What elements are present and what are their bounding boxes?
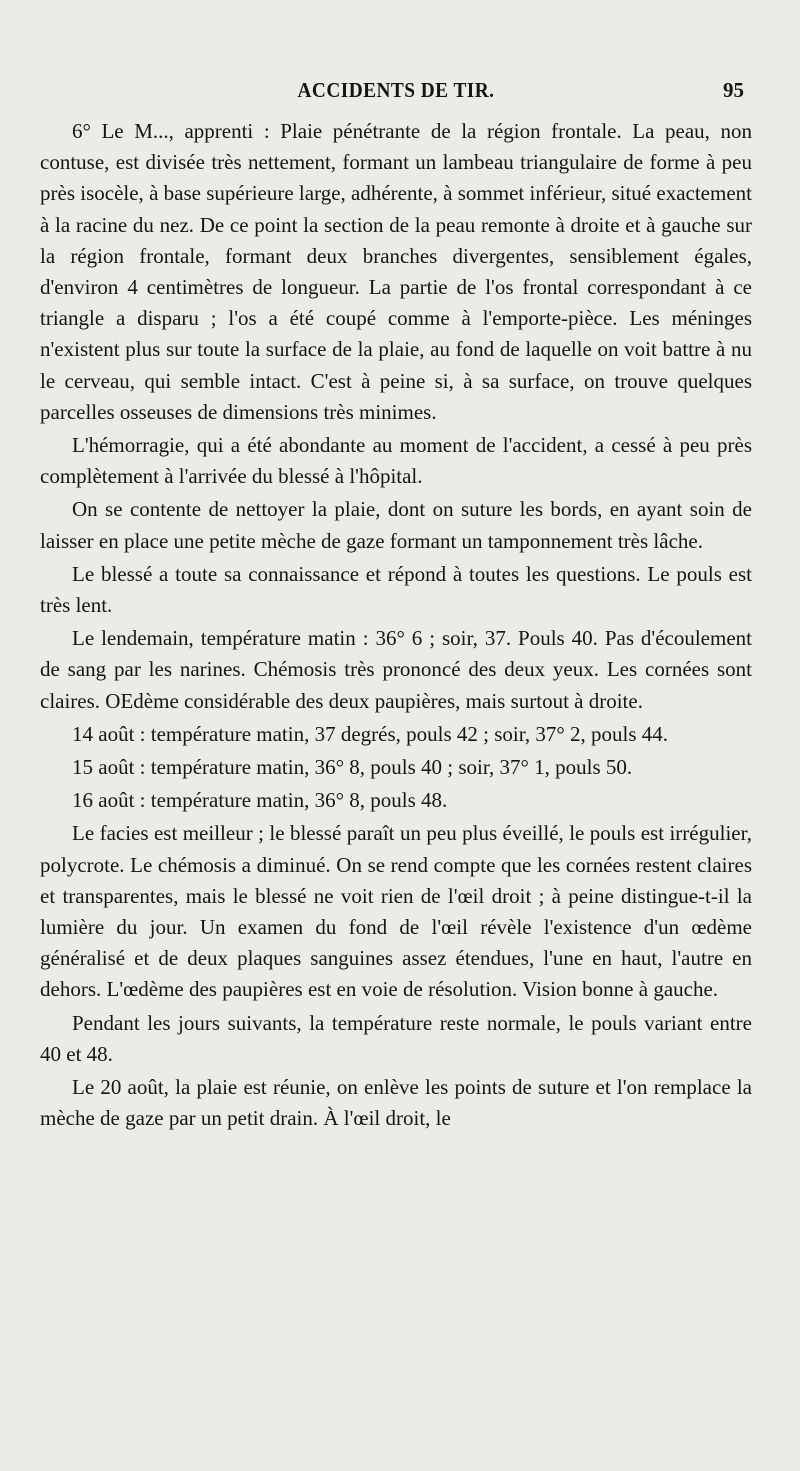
paragraph-next-day: Le lendemain, température matin : 36° 6 ; soir, 37. Pouls 40. Pas d'écoulement de sang par les narines. Chémosis très prononcé des deux yeux. Les cornées sont claires. OEdème considérable des deux paupières, mais surtout à droite. (40, 626, 752, 713)
paragraph-20-august: Le 20 août, la plaie est réunie, on enlève les points de suture et l'on remplace la mèche de gaze par un petit drain. À l'œil droit, le (40, 1075, 752, 1131)
paragraph-following-days: Pendant les jours suivants, la température reste normale, le pouls variant entre 40 et 48. (40, 1010, 752, 1066)
paragraph-case-6: 6° Le M..., apprenti : Plaie pénétrante de la région frontale. La peau, non contuse, est divisée très nettement, formant un lambeau triangulaire de forme à peu près isocèle, à base supérieure large, adhérente, à sommet inférieur, situé exactement à la racine du nez. De ce point la section de la peau remonte à droite et à gauche sur la région frontale, formant deux branches divergentes, sensiblement égales, d'environ 4 centimètres de longueur. La partie de l'os frontal correspondant à ce triangle a disparu ; l'os a été coupé comme à l'emporte-pièce. Les méninges n'existent plus sur toute la surface de la plaie, au fond de laquelle on voit battre à nu le cerveau, qui semble intact. C'est à peine si, à sa surface, on trouve quelques parcelles osseuses de dimensions très minimes. (40, 119, 752, 424)
paragraph-hemorrhage: L'hémorragie, qui a été abondante au moment de l'accident, a cessé à peu près complètement à l'arrivée du blessé à l'hôpital. (40, 433, 752, 489)
paragraph-facies: Le facies est meilleur ; le blessé paraît un peu plus éveillé, le pouls est irrégulier, polycrote. Le chémosis a diminué. On se rend compte que les cornées restent claires et transparentes, mais le blessé ne voit rien de l'œil droit ; à peine distingue-t-il la lumière du jour. Un examen du fond de l'œil révèle l'existence d'un œdème généralisé et de deux plaques sanguines assez étendues, l'une en haut, l'autre en dehors. L'œdème des paupières est en voie de résolution. Vision bonne à gauche. (40, 821, 752, 1002)
paragraph-14-august: 14 août : température matin, 37 degrés, pouls 42 ; soir, 37° 2, pouls 44. (72, 721, 669, 746)
body-text (40, 116, 752, 1135)
running-title: ACCIDENTS DE TIR. (297, 78, 495, 102)
paragraph-15-august: 15 août : température matin, 36° 8, pouls 40 ; soir, 37° 1, pouls 50. (72, 755, 633, 780)
paragraph-16-august: 16 août : température matin, 36° 8, pouls 48. (72, 788, 448, 813)
paragraph-treatment: On se contente de nettoyer la plaie, dont on suture les bords, en ayant soin de laisser en place une petite mèche de gaze formant un tamponnement très lâche. (40, 497, 752, 553)
running-header (48, 78, 744, 106)
page-number: 95 (723, 78, 744, 102)
paragraph-consciousness: Le blessé a toute sa connaissance et répond à toutes les questions. Le pouls est très lent. (40, 561, 752, 618)
